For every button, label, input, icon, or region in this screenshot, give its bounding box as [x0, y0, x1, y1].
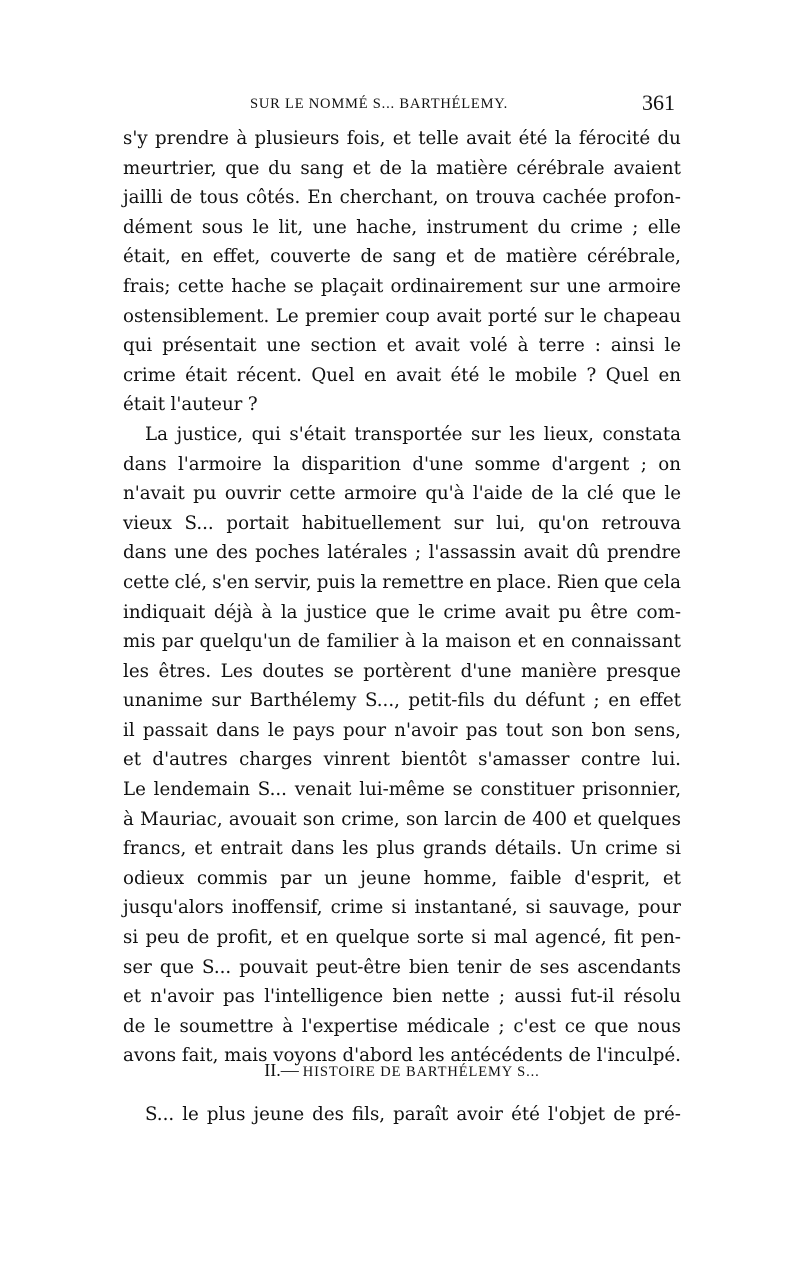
- page-number: 361: [642, 90, 675, 115]
- text-line: meurtrier, que du sang et de la matière cérébrale avaient: [123, 157, 681, 179]
- section-title: HISTOIRE DE BARTHÉLEMY S...: [302, 1064, 540, 1080]
- text-line: si peu de profit, et en quelque sorte si mal agencé, fit pen-: [123, 927, 681, 949]
- text-line: Le lendemain S... venait lui-même se constituer prisonnier,: [123, 779, 681, 801]
- text-line: indiquait déjà à la justice que le crime avait pu être com-: [123, 601, 681, 623]
- text-line: ostensiblement. Le premier coup avait porté sur le chapeau: [123, 305, 681, 327]
- text-line: dément sous le lit, une hache, instrument du crime ; elle: [123, 216, 681, 238]
- text-line: dans une des poches latérales ; l'assassin avait dû prendre: [123, 542, 681, 564]
- text-line: qui présentait une section et avait volé à terre : ainsi le: [123, 335, 681, 357]
- text-line: et d'autres charges vinrent bientôt s'amasser contre lui.: [123, 749, 681, 771]
- text-line: frais; cette hache se plaçait ordinairement sur une armoire: [123, 275, 681, 297]
- text-line: avons fait, mais voyons d'abord les antécédents de l'inculpé.: [123, 1045, 681, 1067]
- text-line: ser que S... pouvait peut-être bien tenir de ses ascendants: [123, 956, 681, 978]
- running-title: SUR LE NOMMÉ S... BARTHÉLEMY.: [250, 96, 509, 112]
- text-line: et n'avoir pas l'intelligence bien nette ; aussi fut-il résolu: [123, 986, 681, 1008]
- text-line: s'y prendre à plusieurs fois, et telle avait été la férocité du: [123, 128, 681, 149]
- text-line: de le soumettre à l'expertise médicale ; c'est ce que nous: [123, 1015, 681, 1037]
- text-line: n'avait pu ouvrir cette armoire qu'à l'aide de la clé que le: [123, 483, 681, 505]
- next-paragraph: [145, 1100, 681, 1130]
- section-heading: [123, 1060, 681, 1081]
- text-line: dans l'armoire la disparition d'une somme d'argent ; on: [123, 453, 681, 475]
- text-line: cette clé, s'en servir, puis la remettre en place. Rien que cela: [123, 571, 681, 593]
- text-line: La justice, qui s'était transportée sur les lieux, constata: [145, 423, 681, 445]
- text-line: les êtres. Les doutes se portèrent d'une manière presque: [123, 660, 681, 682]
- text-line: mis par quelqu'un de familier à la maison et en connaissant: [123, 631, 681, 653]
- text-line: jailli de tous côtés. En cherchant, on trouva cachée profon-: [123, 187, 681, 209]
- text-line: vieux S... portait habituellement sur lui, qu'on retrouva: [123, 512, 681, 534]
- page-header: [250, 92, 675, 116]
- text-line: jusqu'alors inoffensif, crime si instantané, si sauvage, pour: [123, 897, 681, 919]
- text-line: odieux commis par un jeune homme, faible d'esprit, et: [123, 867, 681, 889]
- text-line: unanime sur Barthélemy S..., petit-fils du défunt ; en effet: [123, 690, 681, 712]
- text-line: crime était récent. Quel en avait été le mobile ? Quel en: [123, 364, 681, 386]
- section-numeral: II.—: [264, 1060, 299, 1080]
- text-line: était, en effet, couverte de sang et de matière cérébrale,: [123, 246, 681, 268]
- body-text: [123, 124, 681, 1071]
- text-line: il passait dans le pays pour n'avoir pas tout son bon sens,: [123, 719, 681, 741]
- text-line: francs, et entrait dans les plus grands détails. Un crime si: [123, 838, 681, 860]
- text-line: était l'auteur ?: [123, 394, 258, 416]
- text-line: à Mauriac, avouait son crime, son larcin de 400 et quelques: [123, 808, 681, 830]
- text-line: S... le plus jeune des fils, paraît avoir été l'objet de pré-: [145, 1104, 681, 1125]
